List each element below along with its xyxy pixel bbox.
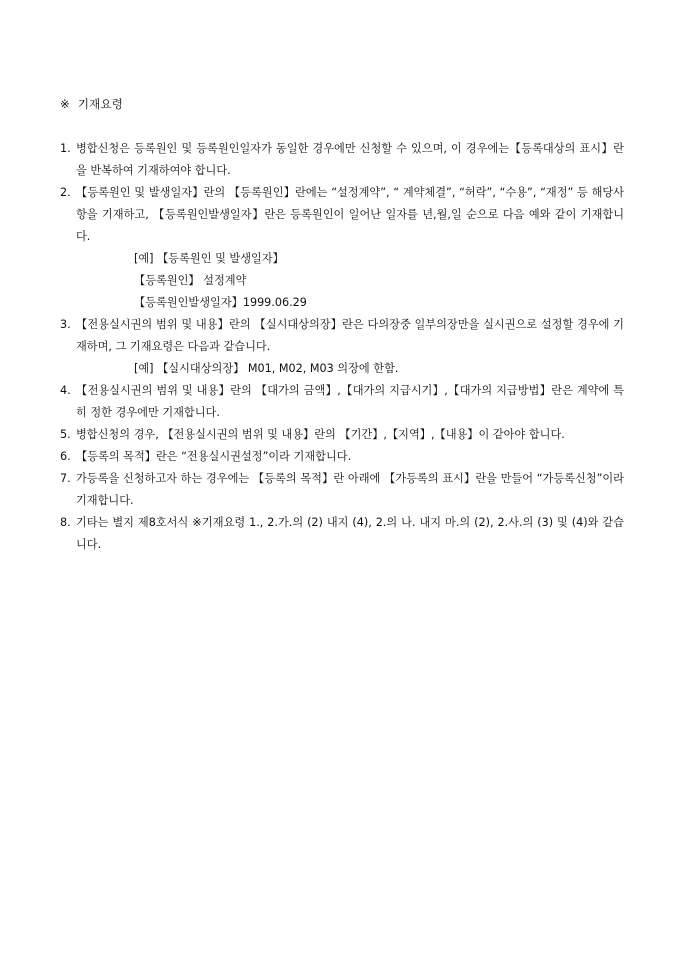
item-text: 【등록의 목적】란은 “전용실시권설정”이라 기재합니다. (76, 450, 352, 463)
example-line: 【등록원인】 설정계약 (134, 274, 247, 287)
example-line: [예] 【등록원인 및 발생일자】 (134, 252, 284, 265)
item-text: 【전용실시권의 범위 및 내용】란의 【실시대상의장】란은 다의장중 일부의장만을 실시권으로 설정할 경우에 기재하며, 그 기재요령은 다음과 같습니다. (76, 318, 624, 353)
example-line: 【등록원인발생일자】1999.06.29 (134, 296, 307, 309)
instruction-list (60, 138, 624, 556)
section-title-text: 기재요령 (77, 97, 124, 111)
item-number: 1. (60, 142, 71, 155)
item-text: 병합신청은 등록원인 및 등록원인일자가 동일한 경우에만 신청할 수 있으며, 이 경우에는【등록대상의 표시】란을 반복하여 기재하여야 합니다. (76, 142, 624, 177)
list-item (60, 380, 624, 424)
item-number: 8. (60, 516, 71, 529)
item-text: 【전용실시권의 범위 및 내용】란의 【대가의 금액】,【대가의 지급시기】,【대가의 지급방법】란은 계약에 특히 정한 경우에만 기재합니다. (76, 384, 624, 419)
item-text: 기타는 별지 제8호서식 ※기재요령 1., 2.가.의 (2) 내지 (4), 2.의 나. 내지 마.의 (2), 2.사.의 (3) 및 (4)와 같습니다. (76, 516, 624, 551)
item-number: 7. (60, 472, 71, 485)
item-body (76, 182, 624, 314)
list-item (60, 138, 624, 182)
item-text: 【등록원인 및 발생일자】란의 【등록원인】란에는 “설정계약”, “ 계약체결”, “허락”, “수용”, “재정” 등 해당사항을 기재하고, 【등록원인발생일자】란은 등록원인이 일어난 일자를 년,월,일 순으로 다음 예와 같이 기재합니다. (76, 186, 624, 243)
item-number: 3. (60, 318, 71, 331)
example-line: [예] 【실시대상의장】 M01, M02, M03 의장에 한함. (134, 362, 399, 375)
list-item (60, 512, 624, 556)
item-text: 병합신청의 경우, 【전용실시권의 범위 및 내용】란의 【기간】,【지역】,【내용】이 같아야 합니다. (76, 428, 565, 441)
item-number: 6. (60, 450, 71, 463)
list-item (60, 314, 624, 380)
item-body (76, 314, 624, 380)
reference-mark-icon: ※ (60, 97, 70, 111)
section-heading (60, 96, 624, 112)
item-text: 가등록을 신청하고자 하는 경우에는 【등록의 목적】란 아래에 【가등록의 표시】란을 만들어 “가등록신청”이라 기재합니다. (76, 472, 624, 507)
item-number: 2. (60, 186, 71, 199)
list-item (60, 424, 624, 446)
list-item (60, 446, 624, 468)
list-item (60, 468, 624, 512)
item-number: 4. (60, 384, 71, 397)
list-item (60, 182, 624, 314)
item-number: 5. (60, 428, 71, 441)
